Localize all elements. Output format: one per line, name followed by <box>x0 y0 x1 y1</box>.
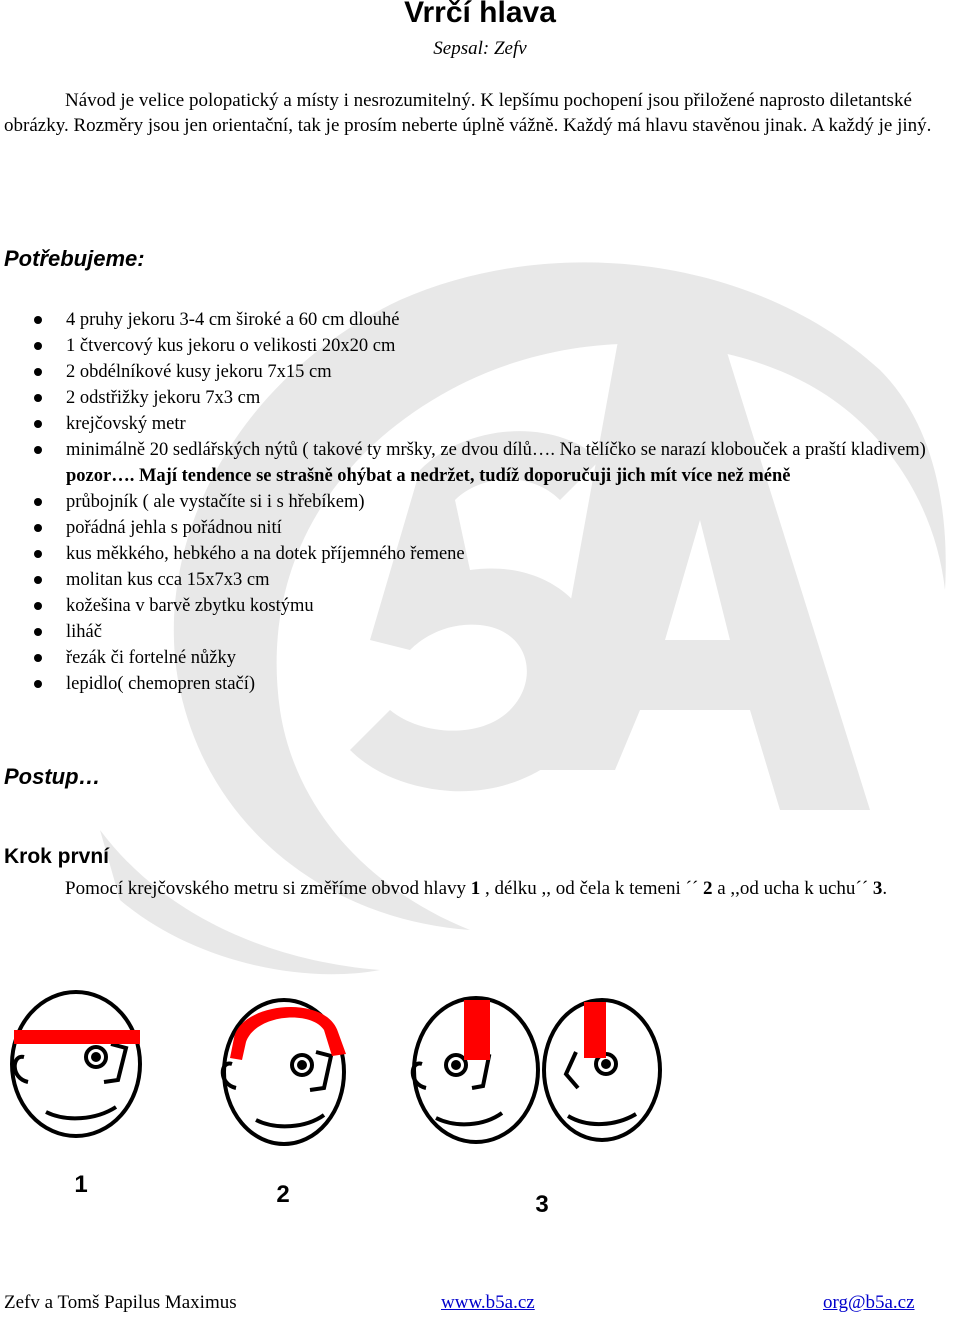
head-3-illustration <box>413 998 660 1142</box>
footer-email-link[interactable]: org@b5a.cz <box>823 1292 915 1313</box>
figure-label-2: 2 <box>276 1181 290 1208</box>
list-item: liháč <box>66 619 946 645</box>
list-item: 2 odstřižky jekoru 7x3 cm <box>66 385 946 411</box>
list-item: 4 pruhy jekoru 3-4 cm široké a 60 cm dlouhé <box>66 307 946 333</box>
figure-label-1: 1 <box>74 1171 88 1198</box>
measure-number-1: 1 <box>470 878 481 899</box>
head-1-illustration <box>12 992 140 1136</box>
figure-label-3: 3 <box>535 1191 549 1218</box>
page-title: Vrrčí hlava <box>404 0 556 29</box>
head-measurement-figure <box>6 982 730 1272</box>
rivets-text: minimálně 20 sedlářských nýtů ( takové ty mršky, ze dvou dílů…. Na tělíčko se narazí klobouček a praští kladivem) <box>66 440 926 460</box>
footer-authors: Zefv a Tomš Papilus Maximus <box>4 1292 237 1313</box>
list-item: krejčovský metr <box>66 411 946 437</box>
needs-heading: Potřebujeme: <box>4 246 145 271</box>
footer-website-link[interactable]: www.b5a.cz <box>441 1292 535 1313</box>
rivets-warning: pozor…. Mají tendence se strašně ohýbat a nedržet, tudíž doporučuji jich mít více než méně <box>66 466 791 486</box>
intro-paragraph: Návod je velice polopatický a místy i nesrozumitelný. K lepšímu pochopení jsou přiložené naprosto diletantské obrázky. Rozměry jsou jen orientační, tak je prosím neberte úplně vážně. Každý má hlavu stavěnou jinak. A každý je jiný. <box>4 90 932 136</box>
step1-heading: Krok první <box>4 845 110 868</box>
measure-number-2: 2 <box>702 878 713 899</box>
list-item: průbojník ( ale vystačíte si i s hřebíkem) <box>66 489 946 515</box>
postup-heading: Postup… <box>4 764 101 789</box>
list-item-rivets <box>66 437 946 489</box>
measure-number-3: 3 <box>872 878 883 899</box>
head-2-illustration <box>223 1000 346 1144</box>
list-item: 2 obdélníkové kusy jekoru 7x15 cm <box>66 359 946 385</box>
list-item: kožešina v barvě zbytku kostýmu <box>66 593 946 619</box>
list-item: kus měkkého, hebkého a na dotek příjemného řemene <box>66 541 946 567</box>
list-item: lepidlo( chemopren stačí) <box>66 671 946 697</box>
step1-paragraph: Pomocí krejčovského metru si změříme obvod hlavy 1 , délku ,, od čela k temeni ´´ 2 a ,,od ucha k uchu´´ 3. <box>65 878 888 899</box>
list-item: řezák či fortelné nůžky <box>66 645 946 671</box>
needs-list <box>66 307 946 697</box>
page-footer <box>0 1292 960 1320</box>
list-item: molitan kus cca 15x7x3 cm <box>66 567 946 593</box>
list-item: 1 čtvercový kus jekoru o velikosti 20x20 cm <box>66 333 946 359</box>
list-item: pořádná jehla s pořádnou nití <box>66 515 946 541</box>
author-line: Sepsal: Zefv <box>433 38 527 59</box>
